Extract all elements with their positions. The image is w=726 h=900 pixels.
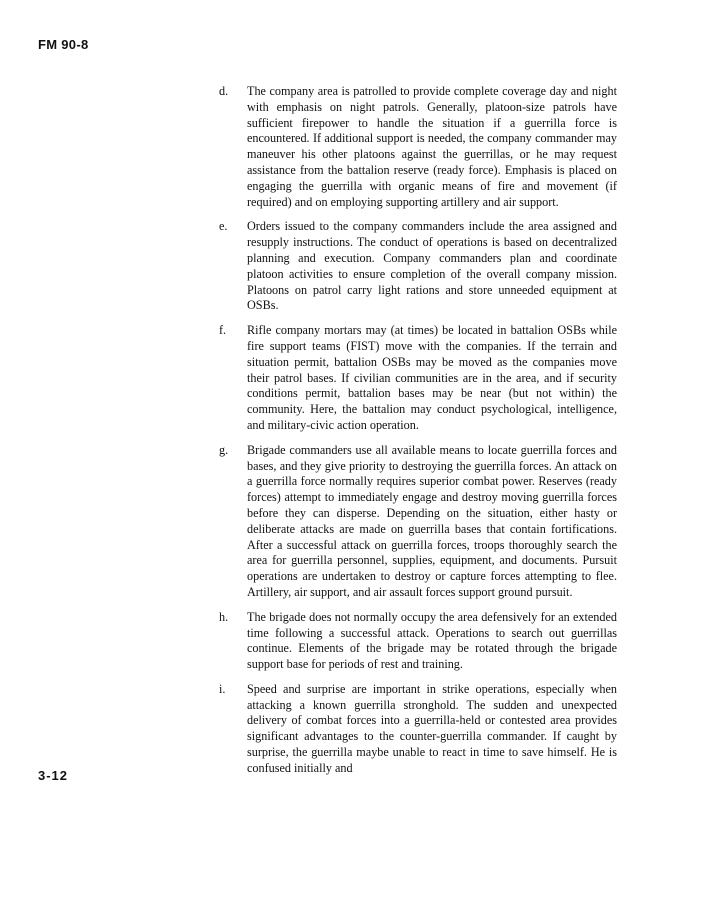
paragraph-letter: h. (219, 609, 229, 624)
paragraph-e (219, 219, 617, 314)
paragraph-text: Brigade commanders use all available means to locate guerrilla forces and bases, and they give priority to destroying the guerrilla forces. An attack on a guerrilla force normally requires superior combat power. Reserves (ready forces) attempt to immediately engage and destroy moving guerrilla forces before they can disperse. Depending on the situation, either hasty or deliberate attacks are made on guerrilla bases that contain fortifications. After a successful attack on guerrilla forces, troops thoroughly search the area for guerrilla personnel, supplies, equipment, and documents. Pursuit operations are undertaken to destroy or capture forces attempting to flee. Artillery, air support, and air assault forces support ground pursuit. (247, 442, 617, 599)
paragraph-letter: d. (219, 84, 229, 98)
paragraph-d (219, 84, 617, 210)
paragraph-text: The brigade does not normally occupy the area defensively for an extended time following a successful attack. Operations to search out guerrillas continue. Elements of the brigade may be rotated through the brigade support base for periods of rest and training. (247, 609, 617, 672)
page-number: 3-12 (38, 768, 69, 783)
paragraph-g (219, 443, 617, 601)
paragraph-letter: e. (219, 219, 228, 234)
paragraph-letter: i. (219, 681, 226, 696)
paragraph-text: Speed and surprise are important in strike operations, especially when attacking a known guerrilla stronghold. The sudden and unexpected delivery of combat forces into a guerrilla-held or contested area provides significant advantages to the counter-guerrilla commander. If caught by surprise, the guerrilla maybe unable to react in time to save himself. He is confused initially and (247, 681, 617, 775)
paragraph-letter: f. (219, 323, 227, 338)
paragraph-h (219, 610, 617, 673)
paragraph-text: Rifle company mortars may (at times) be located in battalion OSBs while fire support teams (FIST) move with the companies. If the terrain and situation permit, battalion OSBs may be moved as the companies move their patrol bases. If civilian communities are in the area, and if security conditions permit, battalion bases may be near (but not within) the community. Here, the battalion may conduct psychological, intelligence, and military-civic action operation. (247, 323, 617, 432)
paragraph-i (219, 682, 617, 777)
document-body (219, 84, 617, 777)
paragraph-letter: g. (219, 442, 229, 457)
paragraph-f (219, 323, 617, 434)
paragraph-text: The company area is patrolled to provide complete coverage day and night with emphasis on night patrols. Generally, platoon-size patrols have sufficient firepower to handle the situation if a guerrilla force is encountered. If additional support is needed, the company commander may maneuver his other platoons against the guerrillas, or he may request assistance from the battalion reserve (ready force). Emphasis is placed on engaging the guerrilla with organic means of fire and movement (if required) and on employing supporting artillery and air support. (247, 84, 617, 209)
paragraph-text: Orders issued to the company commanders include the area assigned and resupply instructions. The conduct of operations is based on decentralized planning and execution. Company commanders plan and coordinate platoon activities to ensure completion of the overall company mission. Platoons on patrol carry light rations and store unneeded equipment at OSBs. (247, 219, 617, 313)
page-header-manual-id: FM 90-8 (38, 37, 89, 52)
